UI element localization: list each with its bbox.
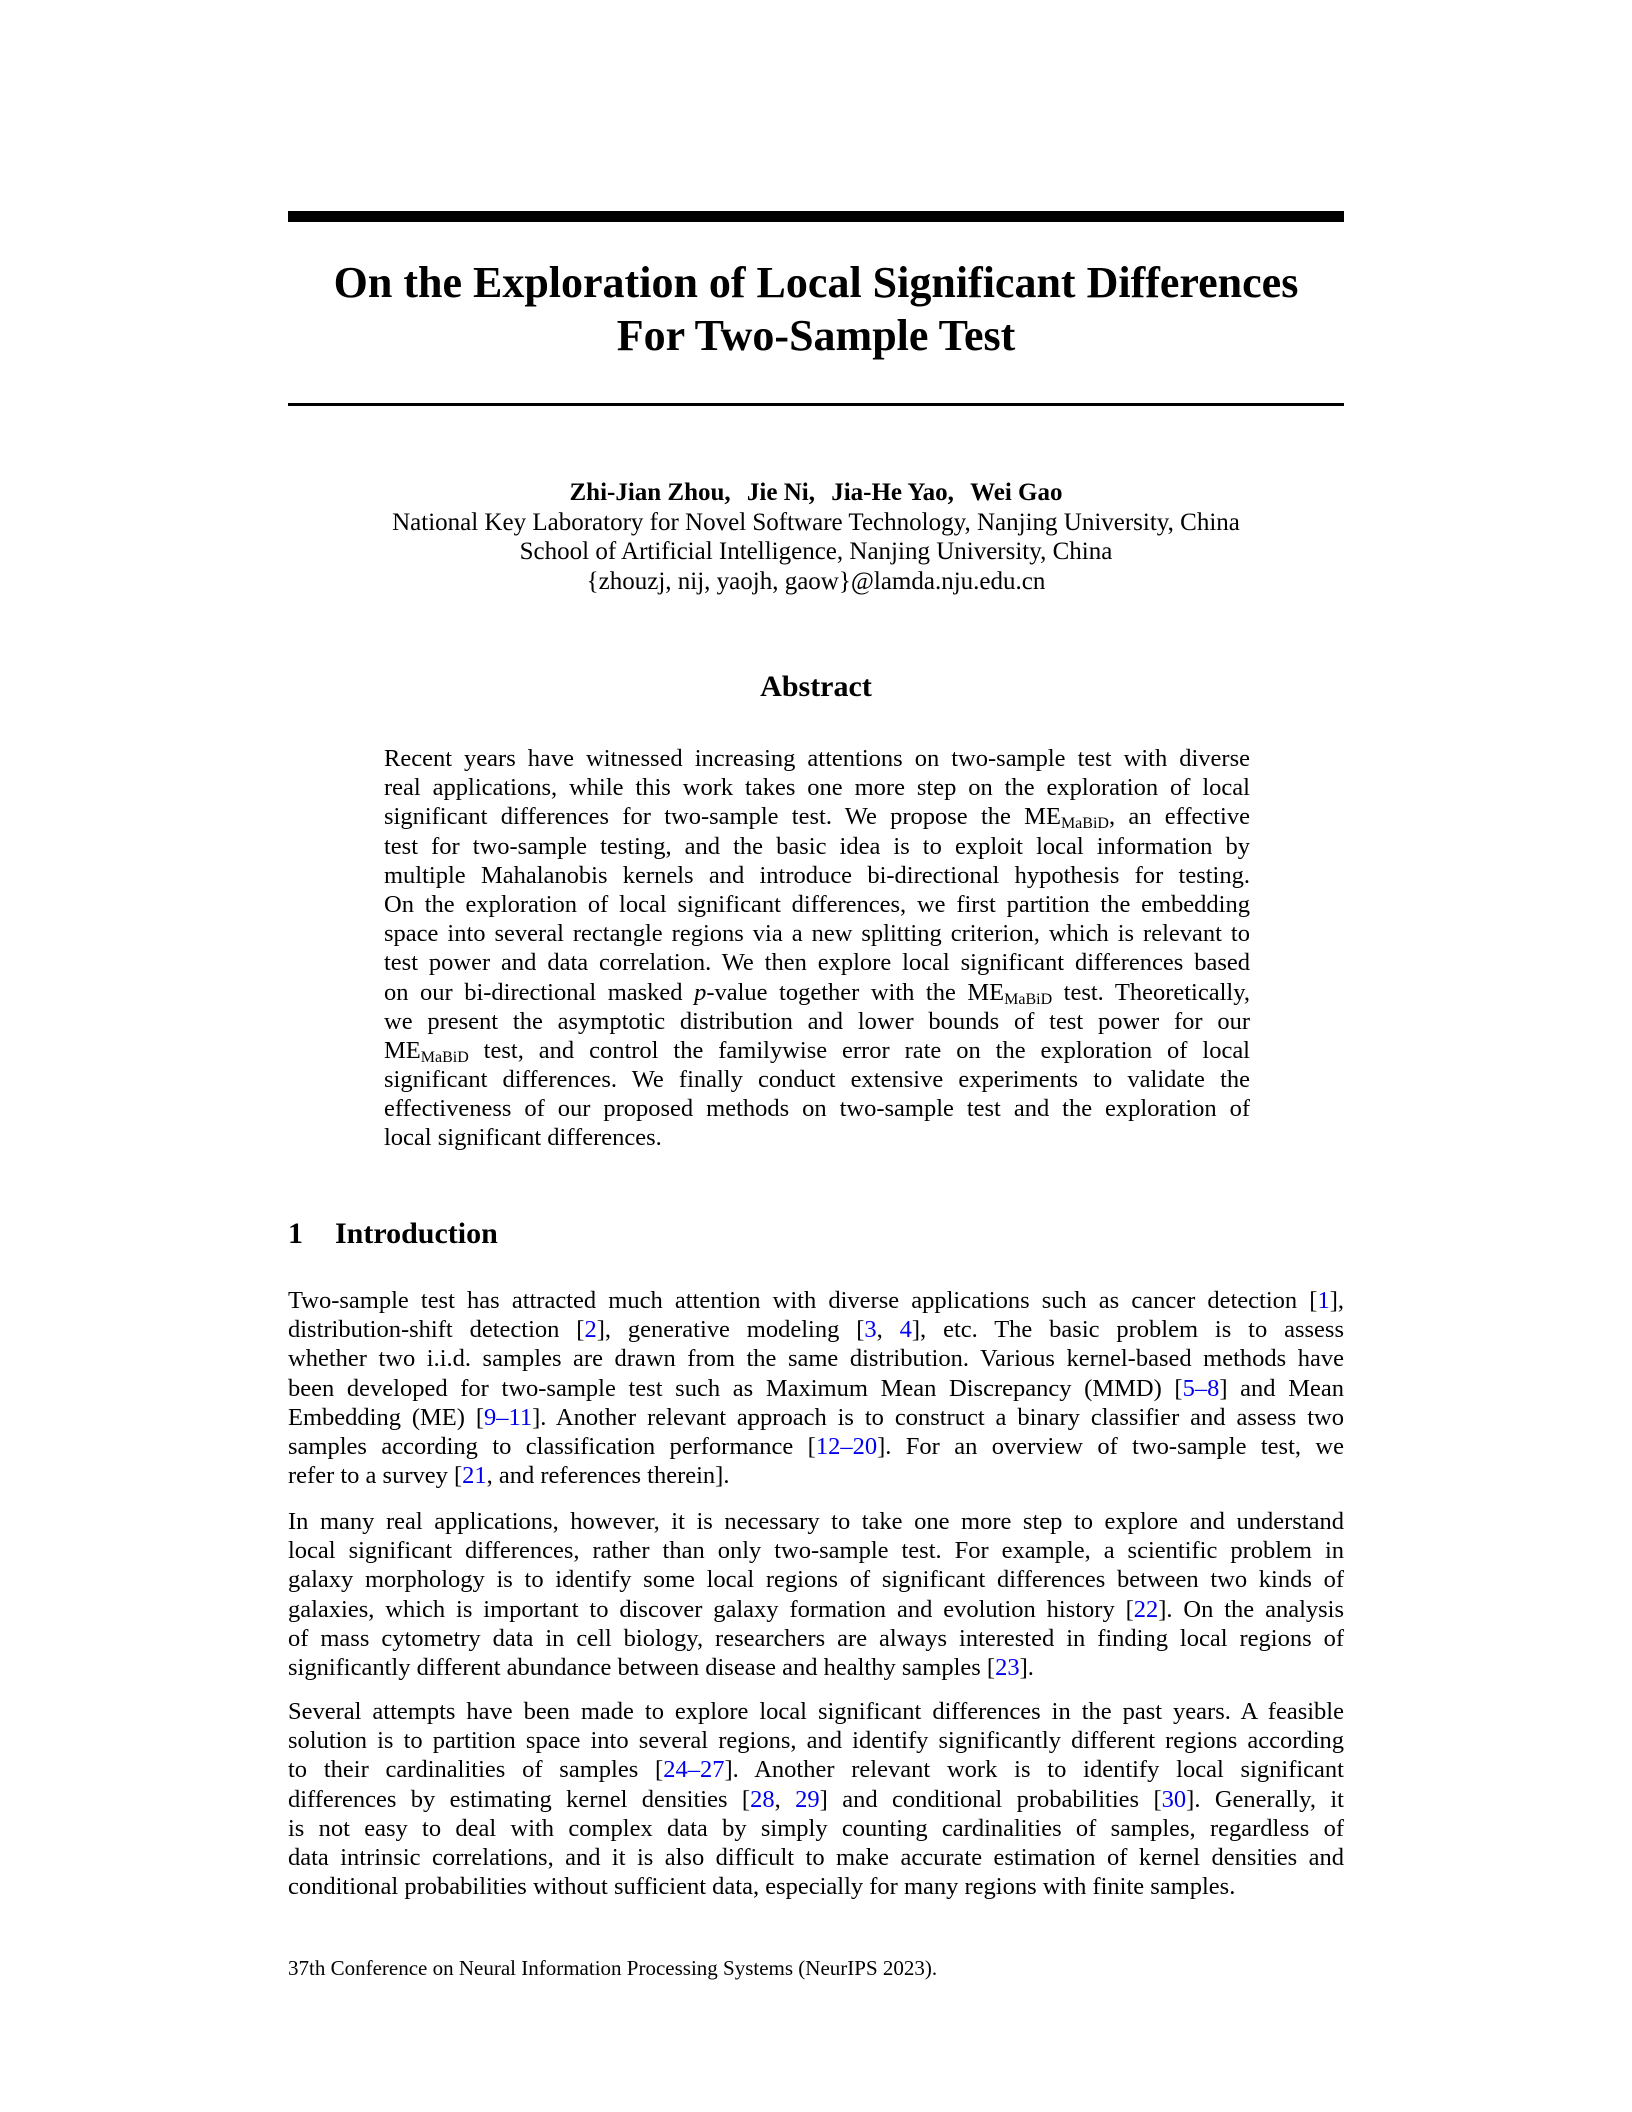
- citation-link[interactable]: 24: [663, 1756, 688, 1784]
- abstract-line: significant differences. We finally conduct extensive experiments to validate the: [384, 1066, 1250, 1094]
- author-names: [288, 478, 1344, 508]
- citation-link[interactable]: 22: [1133, 1595, 1159, 1623]
- paragraph-line: Embedding (ME) [9–11]. Another relevant approach is to construct a binary classifier and assess two: [288, 1403, 1344, 1431]
- paragraph-line: data intrinsic correlations, and it is also difficult to make accurate estimation of kernel densities and: [288, 1843, 1344, 1871]
- citation-link[interactable]: 1: [1317, 1287, 1330, 1314]
- author-name: Wei Gao: [970, 479, 1063, 506]
- conference-footnote: 37th Conference on Neural Information Processing Systems (NeurIPS 2023).: [288, 1956, 938, 1980]
- author-name: Jia-He Yao,: [831, 479, 954, 506]
- paragraph-line: Several attempts have been made to explore local significant differences in the past years. A feasible: [288, 1698, 1344, 1725]
- abstract-line: $ME_{MaBiD}$ test, and control the familywise error rate on the exploration of local: [384, 1036, 1250, 1066]
- paragraph-line: distribution-shift detection [2], generative modeling [3, 4], etc. The basic problem is to assess: [288, 1316, 1344, 1344]
- abstract-line: space into several rectangle regions via a new splitting criterion, which is relevant to: [384, 920, 1250, 948]
- abstract-line: On the exploration of local significant differences, we first partition the embedding: [384, 890, 1250, 918]
- abstract-line: local significant differences.: [384, 1124, 662, 1152]
- author-email: {zhouzj, nij, yaojh, gaow}@lamda.nju.edu.cn: [586, 567, 1046, 595]
- paragraph-line: samples according to classification performance [12–20]. For an overview of two-sample test, we: [288, 1432, 1345, 1460]
- title-line-1: On the Exploration of Local Significant Differences: [333, 258, 1299, 307]
- paragraph-line: galaxy morphology is to identify some local regions of significant differences between two kinds of: [288, 1566, 1344, 1594]
- paragraph-line: Two-sample test has attracted much attention with diverse applications such as cancer detection [1],: [288, 1287, 1344, 1314]
- paragraph-line: In many real applications, however, it is necessary to take one more step to explore and understand: [288, 1508, 1344, 1535]
- paragraph-line: refer to a survey [21, and references therein].: [288, 1462, 730, 1490]
- citation-link[interactable]: 21: [462, 1462, 487, 1490]
- abstract-heading: Abstract: [760, 670, 872, 703]
- abstract-line: effectiveness of our proposed methods on two-sample test and the exploration of: [384, 1095, 1250, 1123]
- abstract-line: test for two-sample testing, and the basic idea is to exploit local information by: [384, 832, 1250, 860]
- citation-link[interactable]: 28: [750, 1785, 775, 1813]
- title-top-rule: [288, 211, 1344, 222]
- citation-link[interactable]: 20: [852, 1432, 878, 1460]
- paragraph-line: solution is to partition space into several regions, and identify significantly different regions according: [288, 1727, 1344, 1755]
- citation-link[interactable]: 2: [584, 1316, 597, 1344]
- paragraph-line: been developed for two-sample test such as Maximum Mean Discrepancy (MMD) [5–8] and Mean: [288, 1374, 1344, 1402]
- math-p: p: [694, 978, 707, 1006]
- citation-link[interactable]: 8: [1207, 1374, 1220, 1402]
- paragraph-line: is not easy to deal with complex data by simply counting cardinalities of samples, regardless of: [288, 1814, 1344, 1842]
- citation-link[interactable]: 29: [795, 1785, 820, 1813]
- abstract-line: on our bi-directional masked p-value together with the $ME_{MaBiD}$ test. Theoretically,: [384, 978, 1251, 1008]
- citation-link[interactable]: 12: [815, 1432, 841, 1460]
- affiliation-2: School of Artificial Intelligence, Nanjing University, China: [519, 538, 1113, 565]
- author-name: Zhi-Jian Zhou,: [569, 479, 731, 506]
- abstract-line: real applications, while this work takes one more step on the exploration of local: [384, 774, 1250, 802]
- section-heading-introduction: [288, 1216, 1344, 1252]
- citation-link[interactable]: 11: [508, 1403, 533, 1431]
- citation-link[interactable]: 30: [1161, 1785, 1187, 1813]
- affiliation-1: National Key Laboratory for Novel Software Technology, Nanjing University, China: [392, 508, 1240, 536]
- author-block: [288, 478, 1344, 596]
- paragraph-line: whether two i.i.d. samples are drawn from the same distribution. Various kernel-based methods have: [288, 1345, 1344, 1373]
- section-number: 1: [288, 1217, 303, 1250]
- title-bottom-rule: [288, 403, 1344, 406]
- citation-link[interactable]: 3: [864, 1316, 877, 1344]
- intro-paragraph-2: [288, 1507, 1344, 1682]
- abstract-line: significant differences for two-sample test. We propose the $ME_{MaBiD}$, an effective: [384, 803, 1250, 833]
- paper-title: [288, 256, 1344, 362]
- paragraph-line: conditional probabilities without sufficient data, especially for many regions with finite samples.: [288, 1873, 1236, 1901]
- title-line-2: For Two-Sample Test: [616, 311, 1016, 360]
- paragraph-line: significantly different abundance between disease and healthy samples [23].: [288, 1653, 1034, 1681]
- paragraph-line: to their cardinalities of samples [24–27]. Another relevant work is to identify local significant: [288, 1756, 1344, 1784]
- abstract-line: we present the asymptotic distribution and lower bounds of test power for our: [384, 1007, 1250, 1035]
- abstract-line: multiple Mahalanobis kernels and introduce bi-directional hypothesis for testing.: [384, 861, 1250, 889]
- paragraph-line: local significant differences, rather than only two-sample test. For example, a scientific problem in: [288, 1537, 1344, 1565]
- abstract-body: [384, 744, 1250, 1153]
- citation-link[interactable]: 4: [899, 1316, 912, 1344]
- paragraph-line: galaxies, which is important to discover galaxy formation and evolution history [22]. On the analysis: [288, 1595, 1345, 1623]
- intro-paragraph-3: [288, 1697, 1344, 1901]
- citation-link[interactable]: 27: [699, 1756, 725, 1784]
- abstract-line: test power and data correlation. We then explore local significant differences based: [384, 949, 1250, 977]
- paragraph-line: differences by estimating kernel densities [28, 29] and conditional probabilities [30]. Generally, it: [288, 1785, 1344, 1813]
- author-name: Jie Ni,: [746, 479, 815, 506]
- citation-link[interactable]: 9: [484, 1403, 497, 1431]
- citation-link[interactable]: 23: [995, 1653, 1020, 1681]
- section-title: Introduction: [335, 1217, 498, 1250]
- intro-paragraph-1: [288, 1286, 1344, 1490]
- abstract-line: Recent years have witnessed increasing attentions on two-sample test with diverse: [384, 745, 1250, 772]
- paragraph-line: of mass cytometry data in cell biology, researchers are always interested in finding local regions of: [288, 1624, 1344, 1652]
- citation-link[interactable]: 5: [1182, 1374, 1195, 1402]
